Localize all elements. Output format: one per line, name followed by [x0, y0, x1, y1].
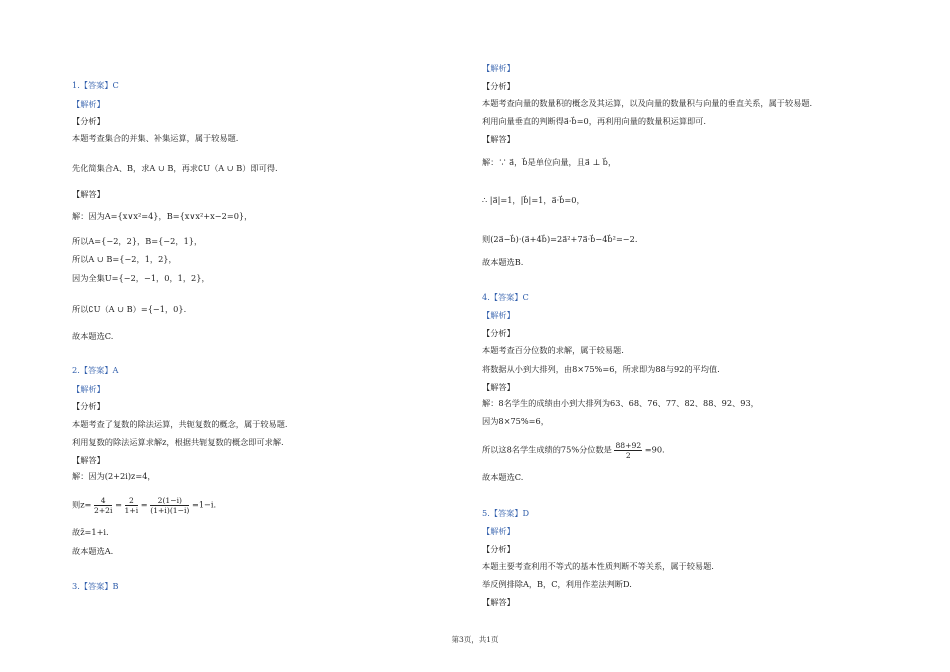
q1-jieda: 【解答】 [72, 189, 105, 199]
q2-l5: 故z̄=1+i. [72, 527, 109, 537]
fraction-1 [94, 496, 112, 515]
q1-jiexi: 【解析】 [72, 99, 105, 109]
denominator: 1+i [124, 506, 139, 515]
q1-l8: 故本题选C. [72, 331, 114, 341]
equals: = [115, 499, 122, 510]
q4-answer: 4.【答案】C [482, 292, 529, 302]
q4-l2: 将数据从小到大排列，由8×75%=6，所求即为88与92的平均值. [482, 364, 720, 374]
q4-fraction-equation [482, 441, 665, 460]
q4-l3: 解：8名学生的成绩由小到大排列为63、68、76、77、82、88、92、93， [482, 398, 759, 408]
q3-l6: 故本题选B. [482, 257, 524, 267]
q1-l1: 本题考查集合的并集、补集运算，属于较易题. [72, 133, 239, 143]
fraction-2 [125, 496, 139, 515]
q3-jieda: 【解答】 [482, 134, 515, 144]
numerator: 2 [125, 496, 139, 506]
q2-fenxi: 【分析】 [72, 401, 105, 411]
q3-l2: 利用向量垂直的判断得a⃗·b⃗=0，再利用向量的数量积运算即可. [482, 116, 706, 126]
q3-jiexi: 【解析】 [482, 63, 515, 73]
page-footer: 第3页，共1页 [451, 635, 499, 644]
q4-jiexi: 【解析】 [482, 310, 515, 320]
eq-tail: =90. [644, 444, 665, 455]
equals: = [140, 499, 148, 510]
q1-fenxi: 【分析】 [72, 116, 105, 126]
denominator: (1+i)(1−i) [150, 506, 190, 515]
q1-answer: 1.【答案】C [72, 80, 119, 90]
q5-jiexi: 【解析】 [482, 526, 515, 536]
q5-jieda: 【解答】 [482, 597, 515, 607]
q4-l1: 本题考查百分位数的求解，属于较易题. [482, 345, 624, 355]
eq-tail: =1−i. [191, 499, 217, 510]
q3-answer: 3.【答案】B [72, 581, 119, 591]
eq-prefix: 则z= [72, 499, 92, 510]
q5-answer: 5.【答案】D [482, 508, 530, 518]
eq-prefix: 所以这8名学生成绩的75%分位数是 [482, 444, 612, 455]
q1-l2: 先化简集合A、B，求A ∪ B，再求∁U（A ∪ B）即可得. [72, 163, 278, 173]
q4-l4: 因为8×75%=6， [482, 416, 549, 426]
q3-l1: 本题考查向量的数量积的概念及其运算，以及向量的数量积与向量的垂直关系，属于较易题. [482, 98, 813, 108]
q2-jieda: 【解答】 [72, 455, 105, 465]
numerator: 88+92 [615, 441, 642, 450]
denominator: 2+2i [93, 506, 113, 515]
q1-l3: 解：因为A={x∨x²=4}，B={x∨x²+x−2=0}， [72, 211, 253, 221]
q1-l4: 所以A={−2，2}，B={−2，1}， [72, 236, 203, 246]
q1-l5: 所以A ∪ B={−2，1，2}， [72, 254, 177, 264]
q3-l5: 则(2a⃗−b⃗)·(a⃗+4b⃗)=2a⃗²+7a⃗·b⃗−4b⃗²=−2. [482, 234, 638, 244]
q4-fenxi: 【分析】 [482, 328, 515, 338]
q4-l6: 故本题选C. [482, 472, 524, 482]
denominator: 2 [625, 451, 631, 460]
q4-jieda: 【解答】 [482, 382, 515, 392]
q3-l4: ∴ |a⃗|=1，|b⃗|=1，a⃗·b⃗=0， [482, 195, 585, 205]
q3-l3: 解：∵ a⃗，b⃗是单位向量，且a⃗ ⊥ b⃗， [482, 157, 617, 167]
q2-fraction-equation [72, 496, 216, 515]
q5-fenxi: 【分析】 [482, 544, 515, 554]
q2-l1: 本题考查了复数的除法运算，共轭复数的概念，属于较易题. [72, 419, 288, 429]
fraction [614, 441, 642, 460]
q1-l6: 因为全集U={−2，−1，0，1，2}， [72, 273, 210, 283]
q5-l1: 本题主要考查利用不等式的基本性质判断不等关系，属于较易题. [482, 561, 714, 571]
q2-l3: 解：因为(2+2i)z=4， [72, 471, 156, 481]
q1-l7: 所以∁U（A ∪ B）={−1，0}. [72, 304, 187, 314]
numerator: 2(1−i) [150, 496, 189, 506]
q2-l6: 故本题选A. [72, 546, 114, 556]
q5-l2: 举反例排除A，B，C，利用作差法判断D. [482, 579, 632, 589]
q2-l2: 利用复数的除法运算求解z，根据共轭复数的概念即可求解. [72, 437, 284, 447]
q3-fenxi: 【分析】 [482, 81, 515, 91]
fraction-3 [150, 496, 189, 515]
q2-answer: 2.【答案】A [72, 365, 119, 375]
numerator: 4 [94, 496, 112, 506]
q2-jiexi: 【解析】 [72, 384, 105, 394]
